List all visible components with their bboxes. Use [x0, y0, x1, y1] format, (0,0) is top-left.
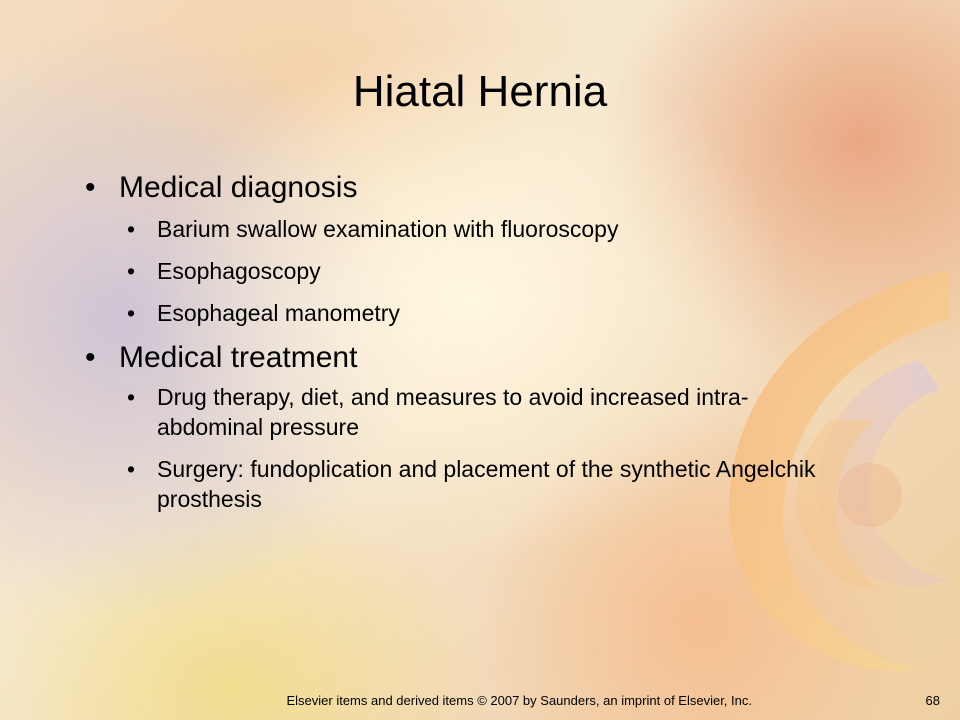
- list-item: [127, 214, 825, 244]
- bullet-icon: •: [127, 258, 136, 284]
- list-item: [127, 298, 825, 328]
- list-item-text: Esophagoscopy: [157, 258, 321, 284]
- bullet-icon: •: [85, 341, 96, 374]
- list-item-text: Surgery: fundoplication and placement of the synthetic Angelchik prosthesis: [157, 456, 816, 512]
- section-heading-label: Medical treatment: [119, 341, 358, 374]
- section-heading-treatment: [85, 338, 825, 378]
- page-number: 68: [925, 693, 940, 708]
- bullet-icon: •: [127, 456, 136, 482]
- bullet-list: [85, 168, 825, 514]
- list-item-text: Drug therapy, diet, and measures to avoid increased intra-abdominal pressure: [157, 384, 749, 440]
- list-item-text: Esophageal manometry: [157, 300, 400, 326]
- list-item: [127, 454, 825, 514]
- list-item-text: Barium swallow examination with fluoroscopy: [157, 216, 619, 242]
- bullet-icon: •: [127, 216, 136, 242]
- section-heading-label: Medical diagnosis: [119, 171, 358, 204]
- slide-title: Hiatal Hernia: [352, 67, 608, 116]
- list-item: [127, 256, 825, 286]
- section-heading-diagnosis: [85, 168, 825, 208]
- list-item: [127, 382, 825, 442]
- bullet-icon: •: [127, 300, 136, 326]
- bullet-icon: •: [85, 171, 96, 204]
- copyright-footer: Elsevier items and derived items © 2007 by Saunders, an imprint of Elsevier, Inc.: [286, 693, 752, 708]
- bullet-icon: •: [127, 384, 136, 410]
